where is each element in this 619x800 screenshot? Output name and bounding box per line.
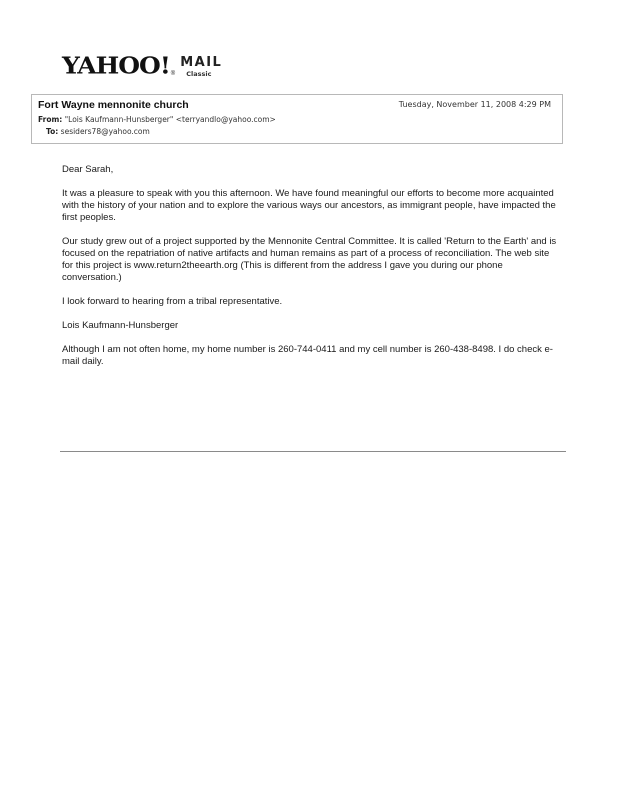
from-row [38,115,276,124]
message-date: Tuesday, November 11, 2008 4:29 PM [398,100,551,109]
signature: Lois Kaufmann-Hunsberger [62,320,179,331]
from-value: "Lois Kaufmann-Hunsberger" <terryandlo@yahoo.com> [64,115,276,124]
greeting: Dear Sarah, [62,164,114,175]
logo-edition: Classic [186,70,212,78]
yahoo-mail-logo [62,52,222,80]
message-body [62,164,562,380]
from-label: From: [38,115,63,124]
footer-divider [60,451,566,452]
to-row [46,127,150,136]
body-paragraph-3: I look forward to hearing from a tribal representative. [62,296,283,307]
message-header [31,94,563,144]
logo-registered-mark: ® [170,71,176,77]
logo-brand: YAHOO! [62,51,170,80]
to-label: To: [46,127,59,136]
logo-mail: MAIL [180,55,223,70]
body-paragraph-2: Our study grew out of a project supported by the Mennonite Central Committee. It is called 'Return to the Earth' and is focused on the repatriation of native artifacts and human remains as part of a process of reconciliation. The web site for this project is www.return2theearth.org (This is different from the address I gave you during our phone conversation.) [62,236,557,283]
to-value: sesiders78@yahoo.com [60,127,150,136]
body-paragraph-1: It was a pleasure to speak with you this afternoon. We have found meaningful our efforts to become more acquainted with the history of your nation and to explore the various ways our ancestors, as immigrant people, have impacted the first peoples. [62,188,556,223]
body-paragraph-4: Although I am not often home, my home number is 260-744-0411 and my cell number is 260-438-8498. I do check e-mail daily. [62,344,553,367]
logo-side [180,56,222,78]
message-subject: Fort Wayne mennonite church [38,99,189,111]
